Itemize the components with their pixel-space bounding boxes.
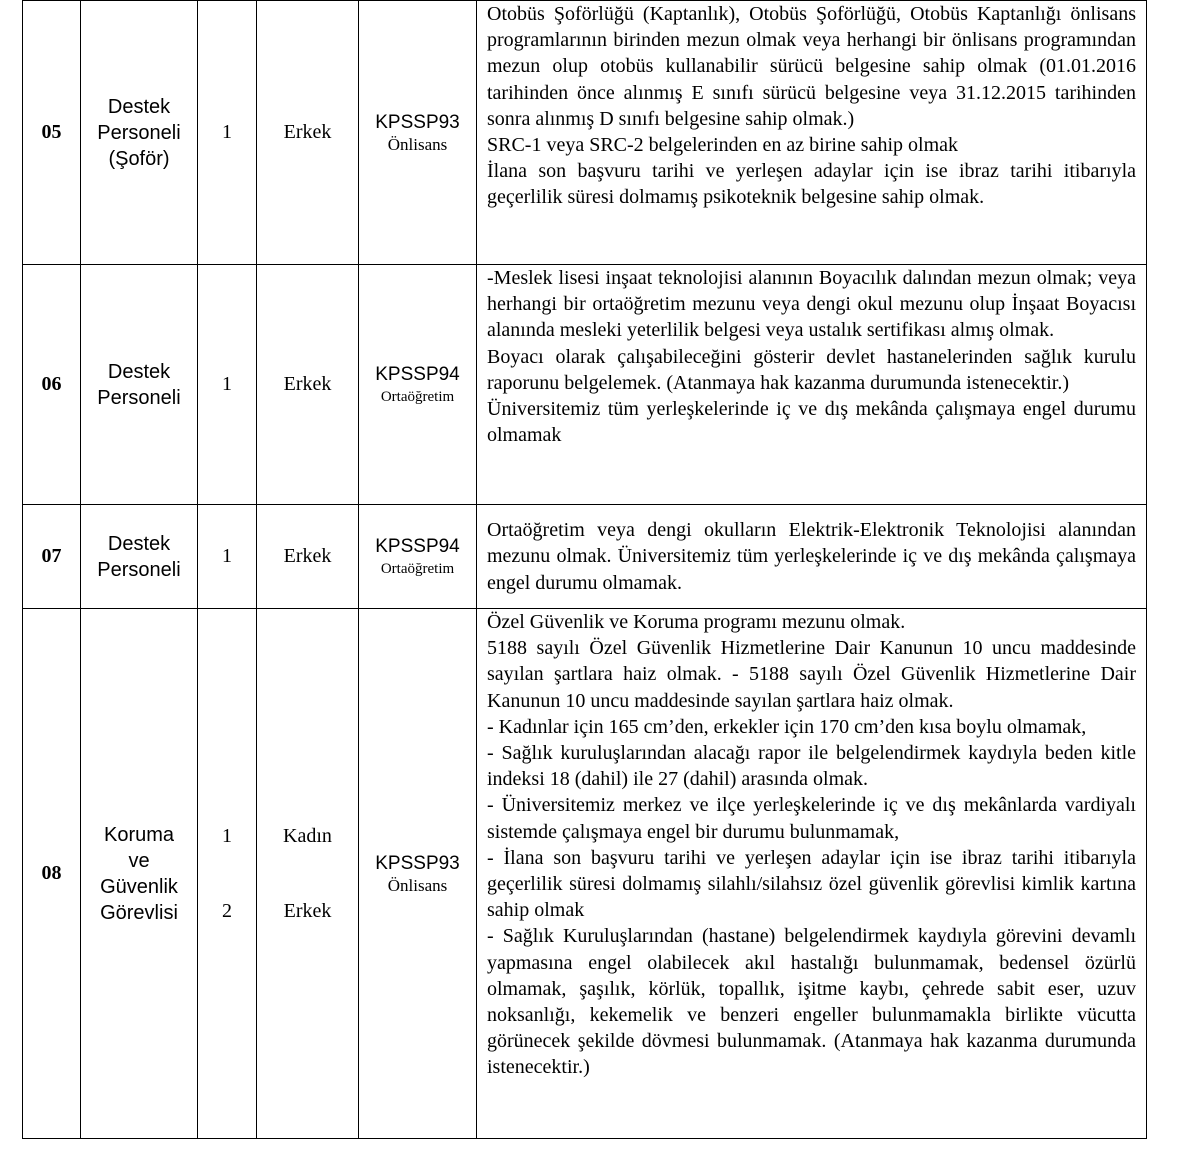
kpss-level: Ortaöğretim: [380, 560, 455, 577]
table-row: [23, 1, 1147, 265]
kpss-level: Ortaöğretim: [380, 388, 455, 405]
kpss-code: KPSSP94: [375, 363, 460, 385]
gender-value: Kadın: [283, 824, 332, 847]
requirements-cell: [477, 505, 1147, 609]
position-title: [81, 505, 198, 609]
table-row: [23, 609, 1147, 1139]
kpss-cell: [359, 609, 477, 1139]
requirement-text: - İlana son başvuru tarihi ve yerleşen adaylar için ise ibraz tarihi itibarıyla geçerlilik süresi dolmamış silahlı/silahsız özel güvenlik görevlisi kimlik kartına sahip olmak: [487, 846, 1136, 922]
title-line: Koruma: [103, 823, 175, 846]
requirement-text: - Sağlık kuruluşlarından alacağı rapor ile belgelendirmek kaydıyla beden kitle indeksi 18 (dahil) ile 27 (dahil) arasında olmak.: [487, 742, 1136, 791]
count-value: 2: [222, 899, 232, 922]
position-title: [81, 265, 198, 505]
requirement-text: - Kadınlar için 165 cm’den, erkekler için 170 cm’den kısa boylu olmamak,: [487, 715, 1087, 738]
title-line: Personeli: [97, 121, 181, 144]
position-gender: Erkek: [257, 265, 359, 505]
position-count: 1: [198, 505, 257, 609]
position-number: 08: [23, 609, 81, 1139]
gender-value: Erkek: [283, 899, 332, 922]
title-line: Güvenlik: [100, 875, 178, 898]
title-line: (Şoför): [108, 147, 170, 170]
title-line: ve: [128, 849, 150, 872]
requirements-cell: [477, 1, 1147, 265]
requirement-text: Özel Güvenlik ve Koruma programı mezunu olmak.: [487, 611, 906, 633]
position-count: 1: [198, 1, 257, 265]
requirement-text: 5188 sayılı Özel Güvenlik Hizmetlerine Dair Kanunun 10 uncu maddesinde sayılan şartlara haiz olmak. - 5188 sayılı Özel Güvenlik Hizmetlerine Dair Kanunun 10 uncu maddesinde sayılan şartlara haiz olmak.: [487, 637, 1136, 712]
kpss-cell: [359, 265, 477, 505]
requirement-text: SRC-1 veya SRC-2 belgelerinden en az birine sahip olmak: [487, 134, 959, 157]
positions-table: [22, 0, 1147, 1139]
title-line: Destek: [107, 360, 171, 383]
position-number: 07: [23, 505, 81, 609]
title-line: Destek: [107, 95, 171, 118]
requirement-text: Ortaöğretim veya dengi okulların Elektrik-Elektronik Teknolojisi alanından mezunu olmak. Üniversitemiz tüm yerleşkelerinde iç ve dış mekânda çalışmaya engel durumu olmamak.: [487, 519, 1136, 594]
kpss-cell: [359, 1, 477, 265]
kpss-level: Önlisans: [387, 875, 448, 895]
position-count: [198, 609, 257, 1139]
title-line: Personeli: [97, 558, 181, 581]
position-number: 06: [23, 265, 81, 505]
position-count: 1: [198, 265, 257, 505]
title-line: Personeli: [97, 386, 181, 409]
title-line: Görevlisi: [100, 901, 178, 924]
position-gender: Erkek: [257, 505, 359, 609]
kpss-code: KPSSP93: [375, 852, 460, 874]
count-value: 1: [222, 824, 232, 847]
position-gender: Erkek: [257, 1, 359, 265]
kpss-code: KPSSP94: [375, 535, 460, 557]
position-number: 05: [23, 1, 81, 265]
requirement-text: - Üniversitemiz merkez ve ilçe yerleşkelerinde iç ve dış mekânlarda vardiyalı sistemde çalışmaya engel bir durumu bulunmamak,: [487, 794, 1136, 843]
position-title: [81, 1, 198, 265]
kpss-code: KPSSP93: [375, 111, 460, 133]
requirement-text: - Sağlık Kuruluşlarından (hastane) belgelendirmek kaydıyla görevini devamlı yapmasına engel olabilecek akıl hastalığı bulunmamak, bedensel özürlü olmamak, şaşılık, körlük, topallık, işitme kaybı, çehrede sabit eser, uzuv noksanlığı, kekemelik ve benzeri engeller bulunmamakla birlikte vücutta görünecek şekilde dövmesi bulunmamak. (Atanmaya hak kazanma durumunda istenecektir.): [487, 925, 1136, 1079]
requirement-text: İlana son başvuru tarihi ve yerleşen adaylar için ise ibraz tarihi itibarıyla geçerlilik süresi dolmamış psikoteknik belgesine sahip olmak.: [487, 160, 1136, 209]
title-line: Destek: [107, 532, 171, 555]
requirement-text: Boyacı olarak çalışabileceğini gösterir devlet hastanelerinden sağlık kurulu raporunu belgelemek. (Atanmaya hak kazanma durumunda istenecektir.): [487, 345, 1136, 394]
position-gender: [257, 609, 359, 1139]
position-title: [81, 609, 198, 1139]
requirement-text: -Meslek lisesi inşaat teknolojisi alanının Boyacılık dalından mezun olmak; veya herhangi bir ortaöğretim mezunu veya dengi okul mezunu olup İnşaat Boyacısı alanında mesleki yeterlilik belgesi veya ustalık sertifikası almış olmak.: [487, 267, 1136, 342]
requirement-text: Otobüs Şoförlüğü (Kaptanlık), Otobüs Şoförlüğü, Otobüs Kaptanlığı önlisans programlarının birinden mezun olmak veya herhangi bir önlisans programından mezun olup otobüs kullanabilir sürücü belgesine sahip olmak (01.01.2016 tarihinden önce alınmış E sınıfı sürücü belgesine veya 31.12.2015 tarihinden sonra alınmış D sınıfı belgesine sahip olmak.): [487, 3, 1136, 130]
kpss-cell: [359, 505, 477, 609]
table-row: [23, 505, 1147, 609]
requirements-cell: [477, 265, 1147, 505]
requirement-text: Üniversitemiz tüm yerleşkelerinde iç ve dış mekânda çalışmaya engel durumu olmamak: [487, 398, 1136, 447]
table-row: [23, 265, 1147, 505]
kpss-level: Önlisans: [387, 134, 448, 154]
requirements-cell: [477, 609, 1147, 1139]
